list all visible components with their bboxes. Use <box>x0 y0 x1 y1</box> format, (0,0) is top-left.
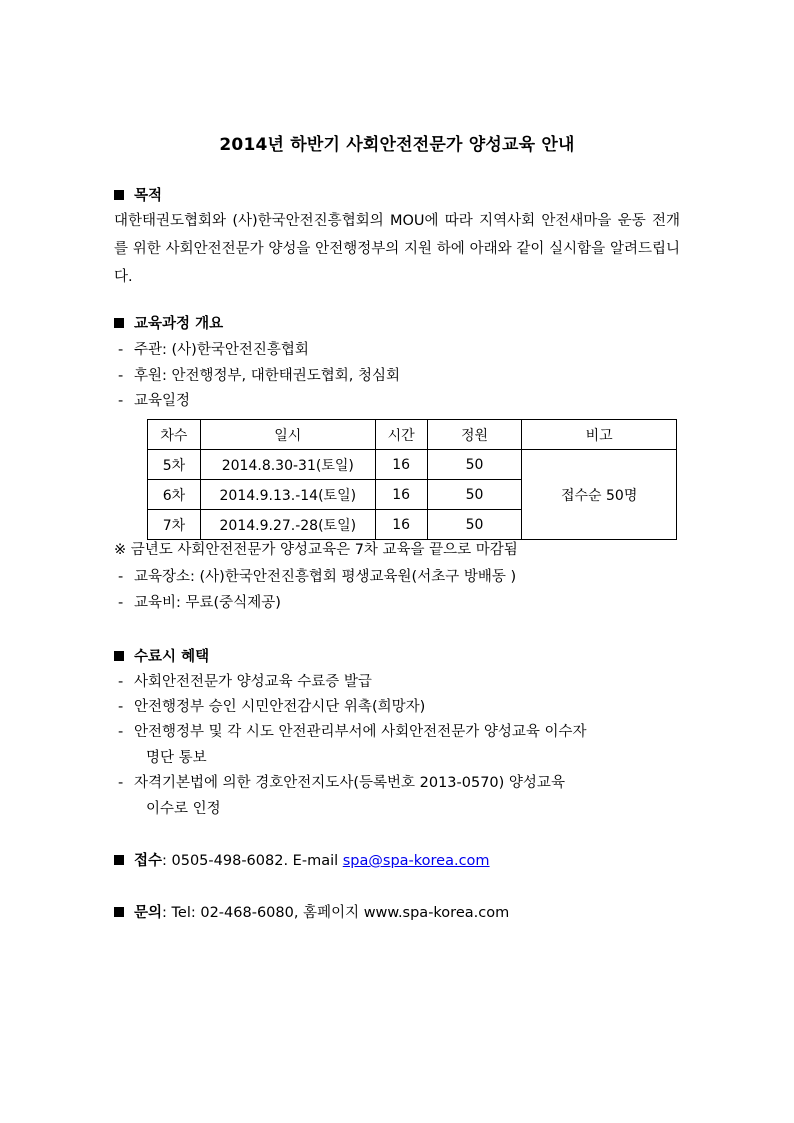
email-link[interactable]: spa@spa-korea.com <box>342 853 490 869</box>
inquiry-line: 문의: Tel: 02-468-6080, 홈페이지 www.spa-korea.com <box>114 903 509 923</box>
square-bullet-icon <box>114 907 124 917</box>
schedule-label: - 교육일정 <box>118 393 191 409</box>
overview-heading: 교육과정 개요 <box>114 314 223 334</box>
registration-line: 접수: 0505-498-6082. E-mail spa@spa-korea.com <box>114 851 490 871</box>
host-item: - 주관: (사)한국안전진흥협회 <box>118 342 309 358</box>
hours-cell: 16 <box>375 450 427 480</box>
square-bullet-icon <box>114 190 124 200</box>
fee-item: - 교육비: 무료(중식제공) <box>118 595 281 611</box>
table-header-cell: 정원 <box>427 420 522 450</box>
purpose-heading: 목적 <box>114 186 162 206</box>
capacity-cell: 50 <box>427 480 522 510</box>
table-row <box>148 450 677 480</box>
round-cell: 7차 <box>148 510 201 540</box>
benefit-item: - 사회안전전문가 양성교육 수료증 발급 <box>118 674 372 690</box>
closing-note: ※ 금년도 사회안전전문가 양성교육은 7차 교육을 끝으로 마감됨 <box>114 542 518 558</box>
round-cell: 6차 <box>148 480 201 510</box>
hours-cell: 16 <box>375 510 427 540</box>
table-header-cell: 일시 <box>200 420 375 450</box>
document-title: 2014년 하반기 사회안전전문가 양성교육 안내 <box>219 135 575 155</box>
round-cell: 5차 <box>148 450 201 480</box>
benefit-item: - 자격기본법에 의한 경호안전지도사(등록번호 2013-0570) 양성교육 <box>118 775 565 791</box>
remark-cell: 접수순 50명 <box>522 450 677 540</box>
square-bullet-icon <box>114 651 124 661</box>
benefits-heading: 수료시 혜택 <box>114 647 209 667</box>
schedule-table <box>147 419 677 540</box>
capacity-cell: 50 <box>427 450 522 480</box>
benefit-item-continuation: 이수로 인정 <box>146 801 221 817</box>
benefit-item: - 안전행정부 승인 시민안전감시단 위촉(희망자) <box>118 699 426 715</box>
benefit-item-continuation: 명단 통보 <box>146 750 207 766</box>
purpose-text: 대한태권도협회와 (사)한국안전진흥협회의 MOU에 따라 지역사회 안전새마을 운동 전개를 위한 사회안전전문가 양성을 안전행정부의 지원 하에 아래와 같이 실시함을 알려드립니다. <box>114 213 680 285</box>
date-cell: 2014.8.30-31(토일) <box>200 450 375 480</box>
table-header-row <box>148 420 677 450</box>
date-cell: 2014.9.27.-28(토일) <box>200 510 375 540</box>
hours-cell: 16 <box>375 480 427 510</box>
square-bullet-icon <box>114 318 124 328</box>
date-cell: 2014.9.13.-14(토일) <box>200 480 375 510</box>
square-bullet-icon <box>114 855 124 865</box>
table-header-cell: 차수 <box>148 420 201 450</box>
table-header-cell: 비고 <box>522 420 677 450</box>
sponsor-item: - 후원: 안전행정부, 대한태권도협회, 청심회 <box>118 368 401 384</box>
capacity-cell: 50 <box>427 510 522 540</box>
table-header-cell: 시간 <box>375 420 427 450</box>
venue-item: - 교육장소: (사)한국안전진흥협회 평생교육원(서초구 방배동 ) <box>118 569 517 585</box>
benefit-item: - 안전행정부 및 각 시도 안전관리부서에 사회안전전문가 양성교육 이수자 <box>118 724 587 740</box>
